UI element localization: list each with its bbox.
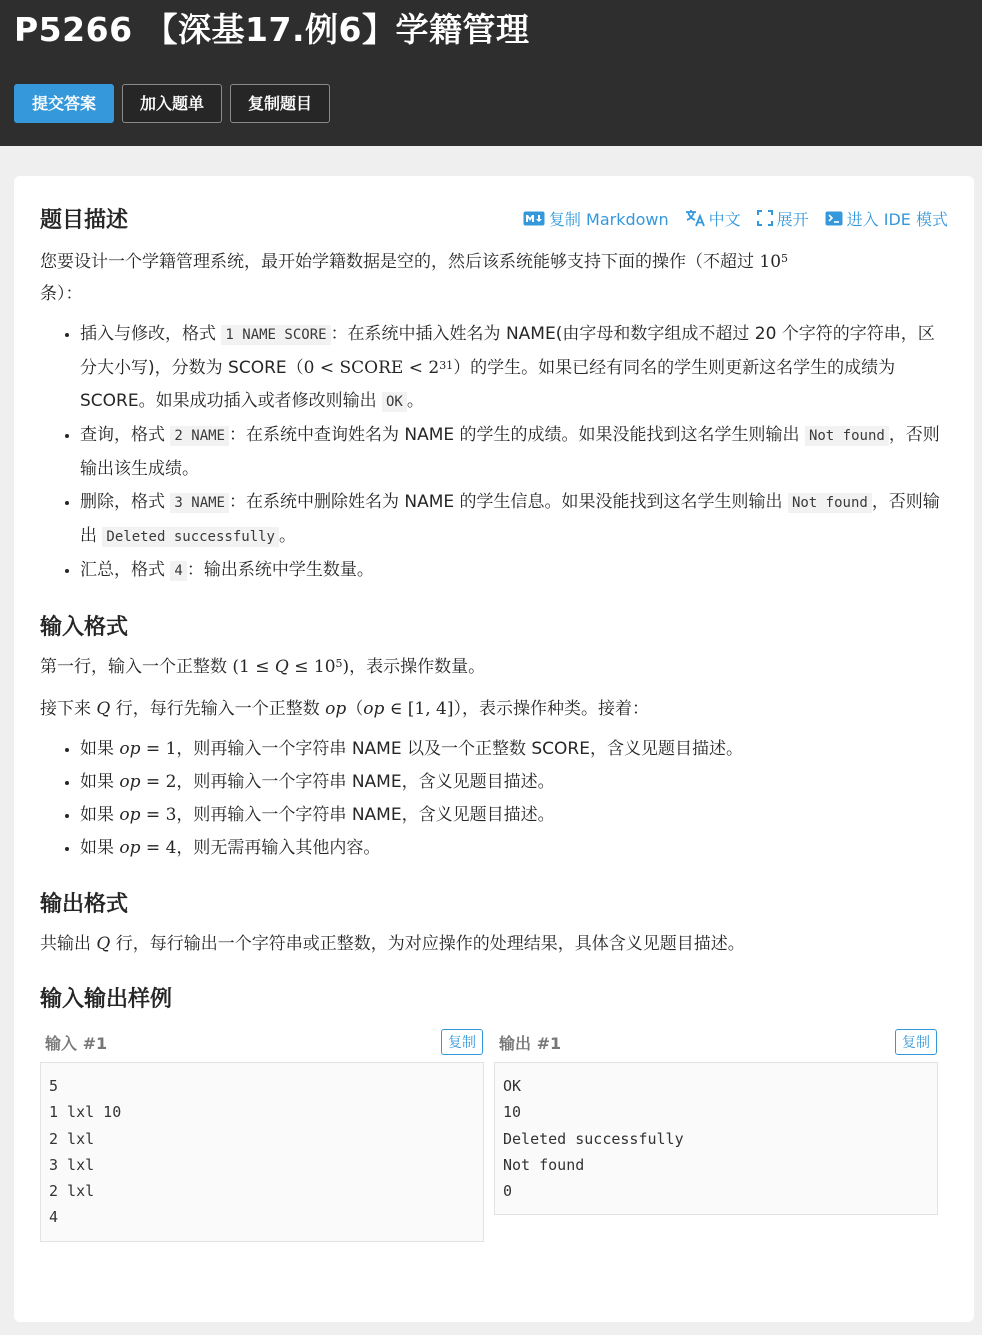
ide-mode-link[interactable]: [825, 207, 948, 230]
input-format-line2: 接下来 Q 行，每行先输入一个正整数 op（op ∈ [1, 4]），表示操作种类。接着：: [40, 699, 650, 719]
expand-link[interactable]: [757, 207, 809, 230]
problem-card: [14, 176, 974, 1322]
sample-input: [40, 1027, 484, 1242]
math-op-range: op（op ∈ [1, 4]）: [325, 699, 463, 719]
math-q: Q: [96, 699, 111, 719]
problem-toolbar: [523, 207, 948, 230]
sample-input-title: 输入 #1: [45, 1033, 108, 1053]
list-item: • 如果 op = 2，则再输入一个字符串 NAME，含义见题目描述。: [80, 766, 948, 799]
language-toggle[interactable]: [685, 207, 741, 230]
copy-problem-button[interactable]: 复制题目: [230, 84, 330, 123]
code-snippet: 2 NAME: [170, 426, 229, 446]
math-q-range: $(1 \le Q \le 10^5)$: [232, 657, 350, 677]
code-snippet: 4: [170, 561, 186, 581]
sample-output-content[interactable]: OK 10 Deleted successfully Not found 0: [494, 1062, 938, 1215]
math-q: Q: [96, 934, 111, 954]
operation-list: [40, 318, 948, 588]
code-snippet: Not found: [805, 426, 889, 446]
samples-heading: 输入输出样例: [40, 987, 173, 1012]
problem-title: P5266 【深基17.例6】学籍管理: [14, 10, 530, 49]
copy-markdown-label: 复制 Markdown: [548, 209, 669, 229]
list-item: • 插入与修改，格式 1 NAME SCORE ：在系统中插入姓名为 NAME(由字母和数字组成不超过 20 个字符的字符串，区分大小写)，分数为 SCORE（0 < SCORE < $2^{31}$）的学生。如果已经有同名的学生则更新这名学生的成绩为 SCORE。如果成功插入或者修改则输出 OK 。: [80, 318, 948, 419]
input-format-line1: 第一行，输入一个正整数 $(1 \le Q \le 10^5)$，表示操作数量。: [40, 657, 486, 677]
code-snippet: Not found: [788, 493, 872, 513]
list-item: • 查询，格式 2 NAME ：在系统中查询姓名为 NAME 的学生的成绩。如果没能找到这名学生则输出 Not found ，否则输出该生成绩。: [80, 419, 948, 486]
expand-label: 展开: [776, 209, 809, 229]
markdown-icon: [523, 211, 545, 226]
code-snippet: 1 NAME SCORE: [221, 325, 330, 345]
sample-output: [494, 1027, 938, 1242]
sample-io: [40, 1027, 948, 1242]
input-case-list: [40, 733, 948, 865]
add-to-list-button[interactable]: 加入题单: [122, 84, 222, 123]
copy-markdown-link[interactable]: [523, 207, 669, 230]
list-item: • 删除，格式 3 NAME ：在系统中删除姓名为 NAME 的学生信息。如果没能找到这名学生则输出 Not found ，否则输出 Deleted successfully 。: [80, 486, 948, 554]
sample-output-title: 输出 #1: [499, 1033, 562, 1053]
math-score-range: 0 < SCORE < $2^{31}$: [303, 358, 454, 378]
code-snippet: OK: [382, 392, 407, 412]
code-snippet: 3 NAME: [170, 493, 229, 513]
problem-header: [0, 0, 982, 146]
language-label: 中文: [708, 209, 741, 229]
code-snippet: Deleted successfully: [102, 527, 279, 547]
action-bar: [14, 84, 968, 123]
copy-input-button[interactable]: 复制: [441, 1029, 483, 1055]
input-format-heading: 输入格式: [40, 615, 129, 640]
list-item: • 如果 op = 4，则无需再输入其他内容。: [80, 832, 948, 865]
output-format-heading: 输出格式: [40, 892, 129, 917]
list-item: • 如果 op = 1，则再输入一个字符串 NAME 以及一个正整数 SCORE，含义见题目描述。: [80, 733, 948, 766]
submit-button[interactable]: 提交答案: [14, 84, 114, 123]
description-intro: 您要设计一个学籍管理系统，最开始学籍数据是空的，然后该系统能够支持下面的操作（不超过 $10^5$ 条）：: [40, 252, 789, 304]
math-limit: $10^5$: [759, 252, 789, 272]
translate-icon: [685, 209, 705, 227]
list-item: • 如果 op = 3，则再输入一个字符串 NAME，含义见题目描述。: [80, 799, 948, 832]
terminal-icon: [825, 211, 843, 226]
ide-mode-label: 进入 IDE 模式: [846, 209, 948, 229]
expand-icon: [757, 210, 773, 226]
copy-output-button[interactable]: 复制: [895, 1029, 937, 1055]
list-item: • 汇总，格式 4 ：输出系统中学生数量。: [80, 554, 948, 588]
sample-input-content[interactable]: 5 1 lxl 10 2 lxl 3 lxl 2 lxl 4: [40, 1062, 484, 1242]
output-format-line: 共输出 Q 行，每行输出一个字符串或正整数，为对应操作的处理结果，具体含义见题目描述。: [40, 934, 745, 954]
description-heading: 题目描述: [40, 207, 129, 233]
